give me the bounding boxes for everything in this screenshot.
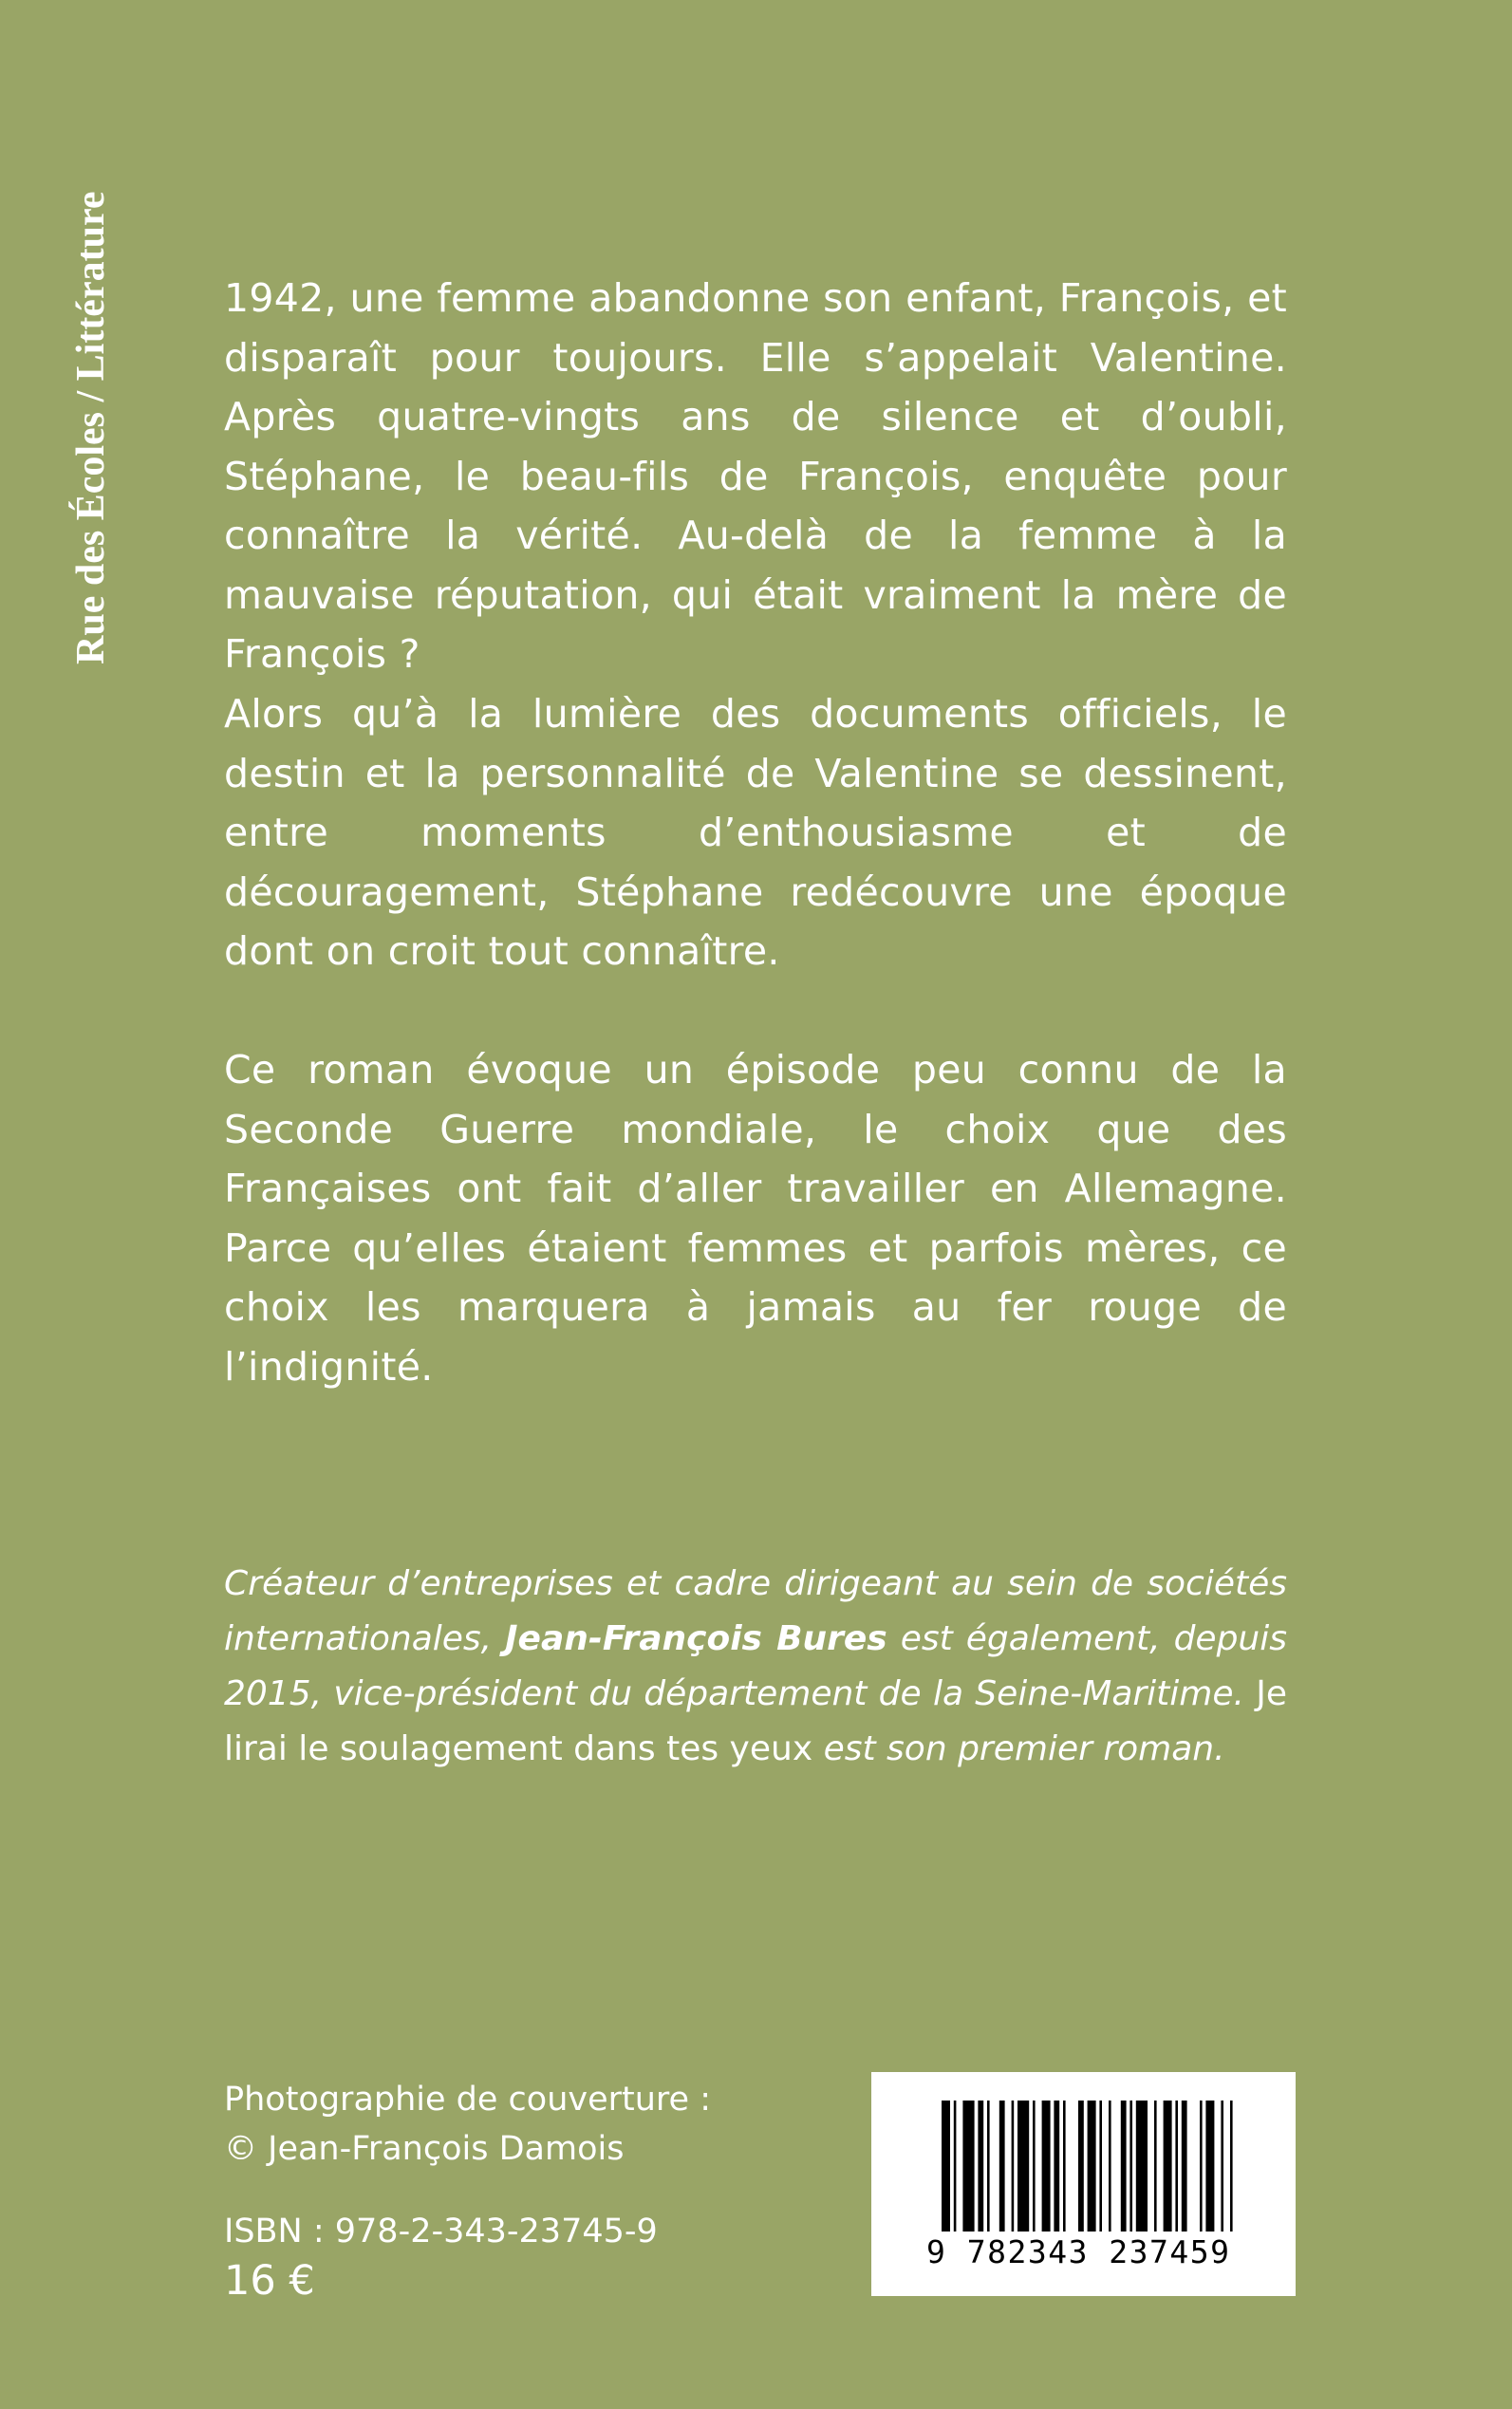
barcode-bar: [1205, 2101, 1214, 2232]
barcode-bar: [1078, 2101, 1084, 2232]
barcode-bar: [942, 2101, 950, 2232]
barcode-bar: [1088, 2101, 1096, 2232]
barcode-bar: [1182, 2101, 1187, 2232]
barcode-bar: [962, 2101, 974, 2232]
barcode-bar: [1136, 2101, 1148, 2232]
synopsis-paragraph-2: [224, 684, 1287, 981]
barcode-bar: [1109, 2101, 1111, 2232]
photo-credit: [224, 2075, 711, 2174]
photo-credit-label: Photographie de couverture :: [224, 2081, 712, 2119]
synopsis-text-3: Ce roman évoque un épisode peu connu de la Seconde Guerre mondiale, le choix que des Françaises ont fait d’aller travailler en Allemagne. Parce qu’elles étaient femmes et parfois mères, ce choix les marquera à jamais au fer rouge de l’indignité.: [224, 1047, 1287, 1390]
barcode-bar: [954, 2101, 957, 2232]
barcode-bar: [1221, 2101, 1223, 2232]
photo-credit-author: © Jean-François Damois: [224, 2130, 625, 2168]
barcode-bar: [1063, 2101, 1066, 2232]
synopsis-text-1: 1942, une femme abandonne son enfant, François, et disparaît pour toujours. Elle s’appelait Valentine. Après quatre-vingts ans de silence et d’oubli, Stéphane, le beau-fils de François, enquête pour connaître la vérité. Au-delà de la femme à la mauvaise réputation, qui était vraiment la mère de François ?: [224, 275, 1287, 677]
isbn: ISBN : 978-2-343-23745-9: [224, 2213, 658, 2250]
barcode-bar: [1033, 2101, 1036, 2232]
barcode-bar: [1200, 2101, 1203, 2232]
book-title: Je lirai le soulagement dans tes yeux: [224, 1674, 1287, 1768]
barcode-bar: [999, 2101, 1005, 2232]
spine-label: Rue des Écoles / Littérature: [69, 191, 113, 664]
barcode-bar: [1012, 2101, 1015, 2232]
barcode-digits: 9 782343 237459: [926, 2233, 1231, 2270]
barcode-bar: [1175, 2101, 1178, 2232]
barcode-bar: [1230, 2101, 1233, 2232]
synopsis-text-2: Alors qu’à la lumière des documents officiels, le destin et la personnalité de Valentine se dessinent, entre moments d’enthousiasme et de découragement, Stéphane redécouvre une époque dont on croit tout connaître.: [224, 691, 1287, 974]
price: 16 €: [224, 2257, 315, 2305]
barcode-bar: [1121, 2101, 1127, 2232]
author-bio: [224, 1557, 1287, 1777]
synopsis-paragraph-1: [224, 269, 1287, 684]
barcode: [871, 2072, 1296, 2296]
barcode-bar: [1042, 2101, 1051, 2232]
author-name: Jean-François Bures: [505, 1619, 887, 1658]
barcode-bar: [1154, 2101, 1157, 2232]
barcode-bar: [987, 2101, 990, 2232]
barcode-bar: [1017, 2101, 1029, 2232]
barcode-bar: [1164, 2101, 1172, 2232]
barcode-bar: [978, 2101, 983, 2232]
synopsis-paragraph-3: [224, 1040, 1287, 1396]
barcode-bar: [1054, 2101, 1059, 2232]
barcode-bar: [1099, 2101, 1102, 2232]
barcode-bar: [1129, 2101, 1132, 2232]
bio-end: est son premier roman.: [812, 1729, 1225, 1768]
bio-intro: Créateur d’entreprises et cadre dirigeant au sein de sociétés internationales,: [224, 1564, 1287, 1658]
bio-middle: est également, depuis 2015, vice-président du département de la Seine-Maritime.: [224, 1619, 1287, 1713]
